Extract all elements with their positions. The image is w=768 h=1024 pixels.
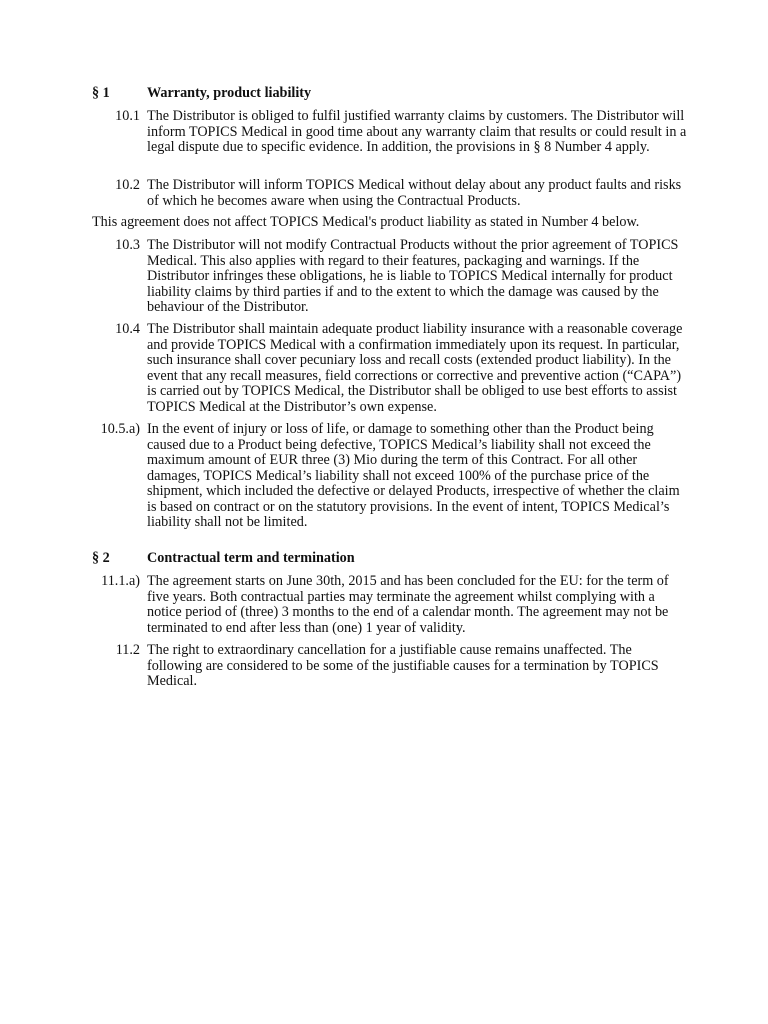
clause-11-2 xyxy=(88,643,688,690)
section-title: Contractual term and termination xyxy=(147,550,355,566)
clause-10-4 xyxy=(88,322,688,415)
clause-10-1 xyxy=(88,109,688,156)
section-2-heading xyxy=(92,551,692,567)
clause-number: 10.2 xyxy=(115,177,140,193)
clause-text: The agreement starts on June 30th, 2015 and has been concluded for the EU: for the term of five years. Both contractual parties may terminate the agreement whilst complying with a notice period of (three) 3 months to the end of a calendar month. The agreement may not be terminated to end after less than (one) 1 year of validity. xyxy=(147,573,669,636)
clause-text: The right to extraordinary cancellation for a justifiable cause remains unaffected. The following are considered to be some of the justifiable causes for a termination by TOPICS Medical. xyxy=(147,642,659,689)
clause-number: 10.5.a) xyxy=(100,421,140,437)
clause-text: The Distributor will not modify Contractual Products without the prior agreement of TOPICS Medical. This also applies with regard to their features, packaging and warnings. If the Distributor infringes these obligations, he is liable to TOPICS Medical internally for product liability claims by third parties if and to the extent to which the damage was caused by the behaviour of the Distributor. xyxy=(147,237,679,315)
section-number: § 1 xyxy=(92,85,110,101)
section-1-heading xyxy=(92,86,692,102)
clause-text: The Distributor is obliged to fulfil justified warranty claims by customers. The Distributor will inform TOPICS Medical in good time about any warranty claim that results or could result in a legal dispute due to specific evidence. In addition, the provisions in § 8 Number 4 apply. xyxy=(147,108,687,155)
clause-number: 11.1.a) xyxy=(101,573,140,589)
section-title: Warranty, product liability xyxy=(147,85,312,101)
clause-text: The Distributor will inform TOPICS Medical without delay about any product faults and risks of which he becomes aware when using the Contractual Products. xyxy=(147,177,682,209)
clause-number: 10.1 xyxy=(115,108,140,124)
clause-10-3 xyxy=(88,238,688,316)
clause-text: The Distributor shall maintain adequate product liability insurance with a reasonable coverage and provide TOPICS Medical with a confirmation immediately upon its request. In particular, such insurance shall cover pecuniary loss and recall costs (extended product liability). In the event that any recall measures, field corrections or corrective and preventive action (“CAPA”) is carried out by TOPICS Medical, the Distributor shall be obliged to use best efforts to assist TOPICS Medical at the Distributor’s own expense. xyxy=(147,321,683,415)
clause-number: 10.4 xyxy=(115,321,140,337)
clause-number: 10.3 xyxy=(115,237,140,253)
clause-number: 11.2 xyxy=(115,642,140,658)
clause-text: In the event of injury or loss of life, or damage to something other than the Product being caused due to a Product being defective, TOPICS Medical’s liability shall not exceed the maximum amount of EUR three (3) Mio during the term of this Contract. For all other damages, TOPICS Medical’s liability shall not exceed 100% of the purchase price of the shipment, which included the defective or delayed Products, irrespective of whether the claim is based on contract or on the statutory provisions. In the event of intent, TOPICS Medical’s liability shall not be limited. xyxy=(147,421,680,530)
clause-10-5-a xyxy=(88,422,688,531)
section-number: § 2 xyxy=(92,550,110,566)
clause-10-2 xyxy=(88,178,688,209)
liability-note: This agreement does not affect TOPICS Medical's product liability as stated in Number 4 below. xyxy=(92,214,640,230)
clause-11-1-a xyxy=(88,574,688,636)
